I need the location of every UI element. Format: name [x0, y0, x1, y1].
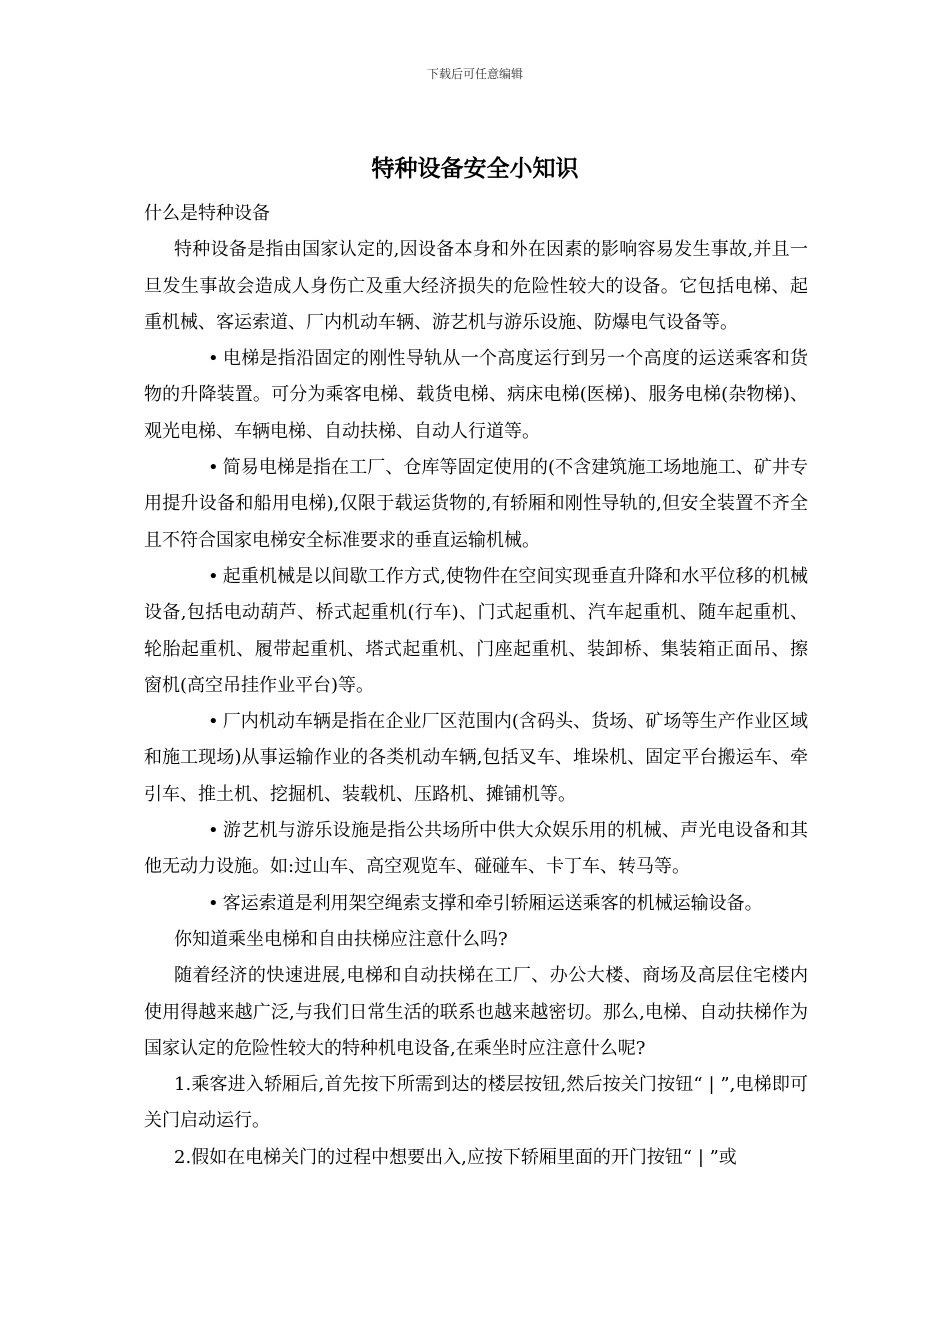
- bullet-text: 厂内机动车辆是指在企业厂区范围内(含码头、货场、矿场等生产作业区域和施工现场)从事运输作业的各类机动车辆,包括叉车、堆垛机、固定平台搬运车、牵引车、推土机、挖掘机、装载机、压路机、摊铺机等。: [144, 711, 808, 805]
- bullet-text: 起重机械是以间歇工作方式,使物件在空间实现垂直升降和水平位移的机械设备,包括电动葫芦、桥式起重机(行车)、门式起重机、汽车起重机、随车起重机、轮胎起重机、履带起重机、塔式起重机、门座起重机、装卸桥、集装箱正面吊、擦窗机(高空吊挂作业平台)等。: [144, 565, 808, 696]
- bullet-text: 电梯是指沿固定的刚性导轨从一个高度运行到另一个高度的运送乘客和货物的升降装置。可分为乘客电梯、载货电梯、病床电梯(医梯)、服务电梯(杂物梯)、观光电梯、车辆电梯、自动扶梯、自动人行道等。: [144, 348, 808, 442]
- bullet-simple-elevator: [144, 450, 808, 559]
- bullet-vehicle: [144, 704, 808, 813]
- document-body: [144, 196, 808, 1176]
- bullet-amusement: [144, 813, 808, 886]
- bullet-dot-icon: •: [208, 820, 219, 842]
- bullet-text: 简易电梯是指在工厂、仓库等固定使用的(不含建筑施工场地施工、矿井专用提升设备和船用电梯),仅限于载运货物的,有轿厢和刚性导轨的,但安全装置不齐全且不符合国家电梯安全标准要求的垂直运输机械。: [144, 457, 808, 551]
- bullet-text: 游艺机与游乐设施是指公共场所中供大众娱乐用的机械、声光电设备和其他无动力设施。如:过山车、高空观览车、碰碰车、卡丁车、转马等。: [144, 820, 808, 878]
- bullet-text: 客运索道是利用架空绳索支撑和牵引轿厢运送乘客的机械运输设备。: [222, 892, 763, 914]
- bullet-ropeway: [144, 886, 808, 922]
- intro-paragraph: 特种设备是指由国家认定的,因设备本身和外在因素的影响容易发生事故,并且一旦发生事故会造成人身伤亡及重大经济损失的危险性较大的设备。它包括电梯、起重机械、客运索道、厂内机动车辆、游艺机与游乐设施、防爆电气设备等。: [144, 239, 808, 333]
- paragraph-2: 随着经济的快速进展,电梯和自动扶梯在工厂、办公大楼、商场及高层住宅楼内使用得越来越广泛,与我们日常生活的联系也越来越密切。那么,电梯、自动扶梯作为国家认定的危险性较大的特种机电设备,在乘坐时应注意什么呢?: [144, 965, 808, 1059]
- bullet-elevator: [144, 341, 808, 450]
- bullet-crane: [144, 559, 808, 704]
- question-line: 你知道乘坐电梯和自由扶梯应注意什么吗?: [174, 928, 508, 950]
- bullet-dot-icon: •: [208, 457, 219, 479]
- numbered-item-1: 1.乘客进入轿厢后,首先按下所需到达的楼层按钮,然后按关门按钮“ | ”,电梯即可关门启动运行。: [144, 1074, 808, 1132]
- document-title: 特种设备安全小知识: [371, 155, 579, 182]
- bullet-dot-icon: •: [208, 892, 219, 914]
- numbered-item-2: 2.假如在电梯关门的过程中想要出入,应按下轿厢里面的开门按钮“ | ”或: [174, 1146, 737, 1168]
- bullet-dot-icon: •: [208, 565, 219, 587]
- bullet-dot-icon: •: [208, 348, 219, 370]
- header-note: 下载后可任意编辑: [426, 67, 523, 81]
- section-heading: 什么是特种设备: [144, 203, 270, 224]
- bullet-dot-icon: •: [208, 711, 219, 733]
